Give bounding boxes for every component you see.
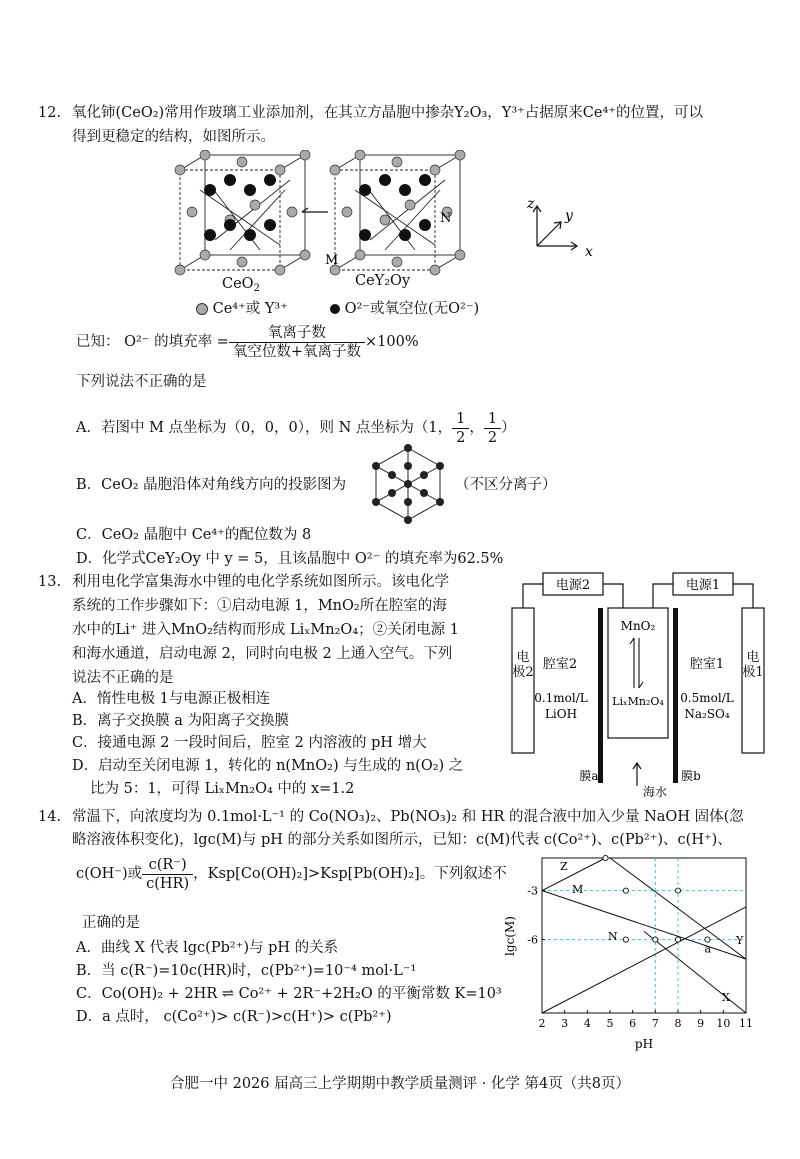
q12-ask: 下列说法不正确的是 <box>76 374 207 390</box>
membrane-b <box>673 608 678 783</box>
q13-option-d2: 比为 5：1，可得 LiₓMn₂O₄ 中的 x=1.2 <box>90 781 355 797</box>
plot-frame <box>542 858 746 1013</box>
x-tick-label: 3 <box>561 1017 569 1030</box>
data-point <box>675 937 680 942</box>
q14-line4: 正确的是 <box>82 915 140 931</box>
chamber1-conc: 0.5mol/L <box>680 691 734 705</box>
axis-diagram <box>525 188 605 263</box>
x-tick-label: 11 <box>739 1017 753 1030</box>
electrochem-diagram <box>505 568 785 798</box>
q13-line3: 水中的Li⁺ 进入MnO₂结构而形成 LiₓMn₂O₄；②关闭电源 1 <box>72 622 459 638</box>
q13-line1: 利用电化学富集海水中锂的电化学系统如图所示。该电化学 <box>72 574 449 590</box>
data-point <box>705 937 710 942</box>
q13-option-b: B．离子交换膜 a 为阳离子交换膜 <box>72 713 290 729</box>
label-n: N <box>440 211 452 226</box>
seawater-label: 海水 <box>642 785 668 798</box>
ceo2-cations <box>175 150 310 275</box>
filling-rate-fraction: $\frac{\text{氧离子数}}{\text{氧空位数+氧离子数}}$ <box>229 324 365 361</box>
legend-anion: O²⁻或氧空位(无O²⁻) <box>330 298 479 321</box>
electrode1-label: 电极1 <box>742 650 764 680</box>
data-point <box>675 888 680 893</box>
q12-stem-line2: 得到更稳定的结构，如图所示。 <box>72 129 275 145</box>
power1-label: 电源1 <box>685 578 721 593</box>
axis-z-label: z <box>527 196 535 212</box>
y-tick-label: -3 <box>527 884 538 898</box>
chamber1-solution: Na₂SO₄ <box>684 707 730 721</box>
q13-option-c: C．接通电源 2 一段时间后，腔室 2 内溶液的 pH 增大 <box>72 735 427 751</box>
q12-known-formula: 已知： O²⁻ 的填充率 = $\frac{\text{氧离子数}}{\text{氧空位数+氧离子数}}$ ×100% <box>76 325 419 360</box>
membrane-a <box>598 608 603 783</box>
power2-label: 电源2 <box>555 578 591 593</box>
membrane-b-label: 膜b <box>681 769 701 783</box>
curve-label-n: N <box>608 930 618 943</box>
q14-option-b: B．当 c(R⁻)=10c(HR)时，c(Pb²⁺)=10⁻⁴ mol·L⁻¹ <box>76 963 417 979</box>
x-tick-label: 6 <box>629 1017 637 1030</box>
q12-option-b-note: （不区分离子） <box>455 477 557 493</box>
q13-option-a: A．惰性电极 1与电源正极相连 <box>72 691 271 707</box>
chamber2-solution: LiOH <box>544 707 578 721</box>
label-m: M <box>325 253 339 268</box>
q12-option-a: A．若图中 M 点坐标为（0，0，0），则 N 点坐标为（1， $\frac{1}{2}$ ， $\frac{1}{2}$ ） <box>76 411 516 446</box>
q14-number: 14. <box>38 809 62 825</box>
ceo2-anions <box>204 174 276 241</box>
legend-cation: Ce⁴⁺或 Y³⁺ <box>196 298 288 321</box>
data-point <box>623 937 628 942</box>
q12-option-b: B．CeO₂ 晶胞沿体对角线方向的投影图为 <box>76 477 347 493</box>
q13-option-d1: D．启动至关闭电源 1，转化的 n(MnO₂) 与生成的 n(O₂) 之 <box>72 758 464 774</box>
black-circle-icon <box>330 304 340 314</box>
q12-crystal-figure <box>170 150 470 320</box>
q13-number: 13. <box>38 574 62 590</box>
chamber2-conc: 0.1mol/L <box>534 691 588 705</box>
label-ceo2: CeO$_2$ <box>222 276 260 294</box>
series-line-x <box>644 931 746 1013</box>
chamber2-label: 腔室2 <box>542 657 578 672</box>
chamber1-label: 腔室1 <box>689 657 725 672</box>
data-point <box>623 888 628 893</box>
x-tick-label: 2 <box>538 1017 546 1030</box>
ceyo-anions <box>359 174 431 241</box>
curve-label-y: Y <box>736 934 744 947</box>
seawater-arrow <box>633 763 641 786</box>
x-tick-label: 4 <box>583 1017 591 1030</box>
exchange-arrows <box>630 638 643 688</box>
x-tick-label: 8 <box>674 1017 682 1030</box>
axis-y-label: y <box>565 208 573 224</box>
q14-line1: 常温下，向浓度均为 0.1mol·L⁻¹ 的 Co(NO₃)₂、Pb(NO₃)₂ 和 HR 的混合液中加入少量 NaOH 固体(忽 <box>72 809 744 825</box>
electrode2-label: 电极2 <box>512 650 534 680</box>
curve-label-z: Z <box>560 860 568 873</box>
x-tick-label: 7 <box>651 1017 659 1030</box>
q13-line5: 说法不正确的是 <box>72 670 174 686</box>
axis-x-label: x <box>585 244 593 260</box>
mno2-label: MnO₂ <box>620 619 656 633</box>
q13-line2: 系统的工作步骤如下：①启动电源 1，MnO₂所在腔室的海 <box>72 598 447 614</box>
q12-number: 12. <box>38 105 62 121</box>
q12-option-d: D．化学式CeY₂Oy 中 y = 5，且该晶胞中 O²⁻ 的填充率为62.5% <box>76 551 504 567</box>
x-tick-label: 10 <box>716 1017 731 1030</box>
data-point <box>603 855 608 860</box>
lixmn2o4-label: LiₓMn₂O₄ <box>612 695 664 708</box>
y-axis-label: lgc(M) <box>503 916 517 956</box>
page-footer: 合肥一中 2026 届高三上学期期中教学质量测评 · 化学 第4页（共8页） <box>169 1076 630 1092</box>
lgc-ph-chart <box>500 848 775 1053</box>
label-ceyo: CeY₂Oy <box>355 273 411 289</box>
ceo2-unit-cell <box>180 155 305 270</box>
q14-line3: c(OH⁻)或 $\frac{c(R^-)}{c(HR)}$ ，Ksp[Co(OH)₂]>Ksp[Pb(OH)₂]。下列叙述不 <box>76 857 507 892</box>
projection-hexagon-figure <box>368 444 448 524</box>
x-axis-label: pH <box>634 1037 654 1051</box>
y-tick-label: -6 <box>527 933 538 947</box>
q14-option-a: A．曲线 X 代表 lgc(Pb²⁺)与 pH 的关系 <box>76 940 339 956</box>
q14-option-d: D．a 点时， c(Co²⁺)> c(R⁻)>c(H⁺)> c(Pb²⁺) <box>76 1009 392 1025</box>
curve-label-m: M <box>572 883 584 896</box>
gray-circle-icon <box>196 303 208 315</box>
series-line-n <box>542 907 746 1013</box>
curve-label-x: X <box>722 991 730 1004</box>
data-point <box>653 937 658 942</box>
x-tick-label: 9 <box>697 1017 705 1030</box>
q14-option-c: C．Co(OH)₂ + 2HR ⇌ Co²⁺ + 2R⁻+2H₂O 的平衡常数 K=10³ <box>76 986 502 1002</box>
q14-line2: 略溶液体积变化)，lgc(M)与 pH 的部分关系如图所示，已知：c(M)代表 c(Co²⁺)、c(Pb²⁺)、c(H⁺)、 <box>72 832 732 848</box>
q13-line4: 和海水通道，启动电源 2，同时向电极 2 上通入空气。下列 <box>72 646 453 662</box>
membrane-a-label: 膜a <box>579 769 599 783</box>
x-tick-label: 5 <box>606 1017 614 1030</box>
q12-option-c: C．CeO₂ 晶胞中 Ce⁴⁺的配位数为 8 <box>76 527 312 543</box>
series-line-m <box>542 891 746 960</box>
q12-stem-line1: 氧化铈(CeO₂)常用作玻璃工业添加剂，在其立方晶胞中掺杂Y₂O₃，Y³⁺占据原来Ce⁴⁺的位置，可以 <box>72 105 703 121</box>
point-label-a: a <box>704 942 712 956</box>
conversion-arrow <box>302 208 328 212</box>
